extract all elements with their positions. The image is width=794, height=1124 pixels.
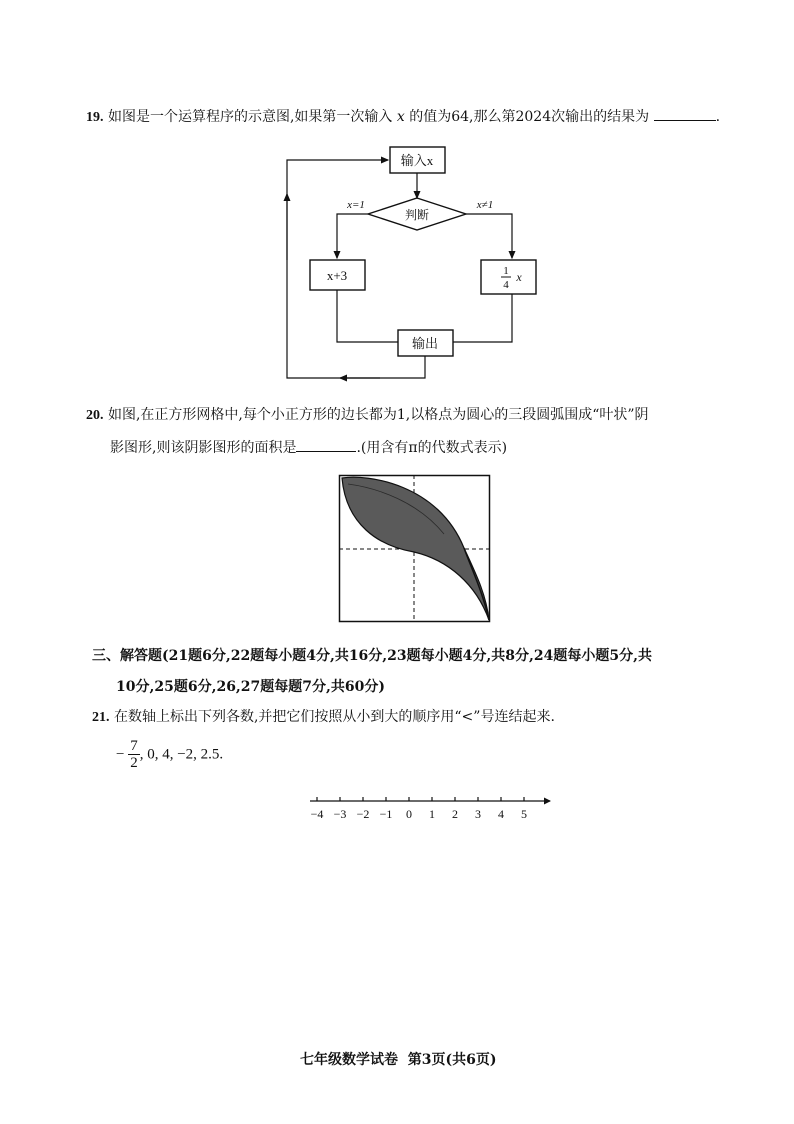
- axis-label: 3: [475, 807, 481, 821]
- q21-frac-sign: −: [116, 746, 125, 763]
- q20-answer-blank[interactable]: [296, 437, 356, 452]
- q21-numbers: [116, 738, 223, 771]
- axis-label: 4: [498, 807, 504, 821]
- q20-line2: [110, 437, 507, 458]
- flow-input-label: 输入x: [400, 153, 434, 168]
- q20-leaf-figure: [338, 474, 494, 626]
- q21-numbers-rest: , 0, 4, −2, 2.5.: [139, 746, 224, 763]
- q19-text-end: .: [715, 109, 721, 125]
- flow-right-condition: x≠1: [476, 199, 494, 211]
- flow-output-label: 输出: [411, 336, 439, 351]
- axis-label: −4: [310, 807, 324, 821]
- q20-line1-text: 如图,在正方形网格中,每个小正方形的边长都为1,以格点为圆心的三段圆弧围成“叶状”阴: [107, 407, 649, 423]
- q21-text: 在数轴上标出下列各数,并把它们按照从小到大的顺序用“<”号连结起来.: [113, 709, 555, 725]
- q20-line1: [86, 405, 649, 426]
- axis-label: 0: [406, 807, 412, 821]
- q19-text-mid: 的值为64,那么第2024次输出的结果为: [409, 109, 650, 125]
- q21-number-line: [300, 792, 560, 824]
- q21-fraction: [128, 738, 140, 771]
- flow-right-box-den: 4: [503, 279, 509, 291]
- q19-answer-blank[interactable]: [654, 106, 716, 121]
- section3-line1: 三、解答题(21题6分,22题每小题4分,共16分,23题每小题4分,共8分,24题每小题5分,共: [92, 648, 652, 664]
- flow-decision-label: 判断: [404, 208, 430, 222]
- section3-line2: 10分,25题6分,26,27题每题7分,共60分): [116, 679, 386, 695]
- axis-label: 5: [521, 807, 527, 821]
- q21-text-line: [92, 707, 555, 728]
- axis-label: −1: [379, 807, 393, 821]
- q19-var: x: [396, 109, 405, 125]
- flow-right-box-num: 1: [503, 265, 509, 277]
- q19-text-before: 如图是一个运算程序的示意图,如果第一次输入: [107, 109, 393, 125]
- q20-number: 20.: [86, 408, 104, 423]
- q20-line2-after: .(用含有π的代数式表示): [356, 440, 508, 456]
- q21-number: 21.: [92, 710, 110, 725]
- flow-right-box-var: x: [516, 270, 522, 284]
- q19-flowchart: [270, 140, 540, 390]
- q20-line2-before: 影图形,则该阴影图形的面积是: [110, 440, 297, 456]
- q19-number: 19.: [86, 110, 104, 125]
- flow-left-box-label: x+3: [326, 268, 348, 283]
- q21-frac-num: 7: [130, 738, 138, 754]
- q19-text: [86, 106, 720, 128]
- flow-left-condition: x=1: [347, 199, 365, 211]
- axis-label: 1: [429, 807, 435, 821]
- axis-label: 2: [452, 807, 458, 821]
- axis-label: −3: [333, 807, 347, 821]
- footer-text: 七年级数学试卷 第3页(共6页): [300, 1052, 497, 1068]
- axis-label: −2: [356, 807, 370, 821]
- q21-frac-den: 2: [130, 755, 138, 771]
